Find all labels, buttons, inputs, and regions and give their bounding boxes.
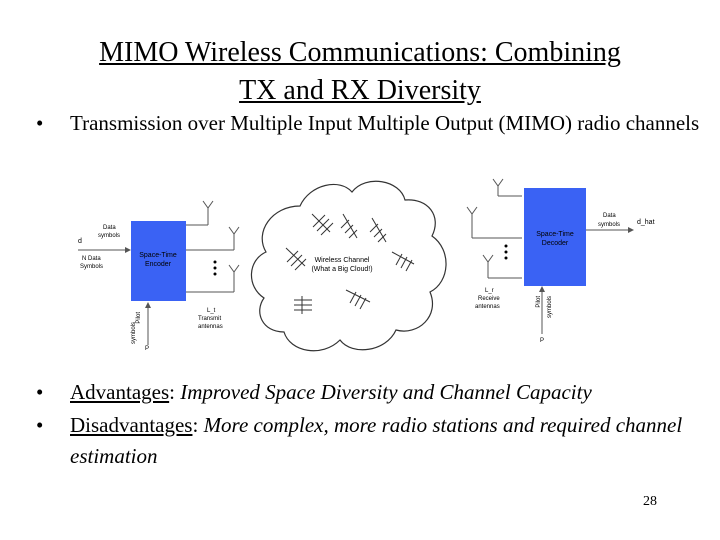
transmitter [78, 201, 239, 352]
output-desc-1: Data [603, 213, 616, 219]
colon: : [192, 413, 199, 437]
rx-pilot-label-1: Pilot [536, 296, 542, 308]
bullet-dot: • [36, 380, 44, 404]
page-number: 28 [643, 494, 657, 509]
rx-antenna-label-1: L_r [485, 288, 494, 294]
bullet-text: Transmission over Multiple Input Multiple Output (MIMO) radio channels [70, 111, 700, 135]
tx-antenna-label-3: antennas [198, 324, 223, 330]
rx-pilot-label-2: symbols [547, 296, 553, 319]
decoder-label-2: Decoder [541, 240, 569, 247]
tx-pilot-label-1: Pilot [136, 312, 142, 324]
tx-antenna-label-2: Transmit [198, 316, 222, 322]
output-d-hat-label: d_hat [637, 219, 655, 226]
bullet-text [70, 377, 710, 408]
rx-antenna-label-3: antennas [475, 304, 500, 310]
input-d-label: d [78, 238, 82, 245]
output-desc-2: symbols [598, 222, 621, 228]
channel-label-2: (What a Big Cloud!) [311, 266, 373, 273]
rx-pilot-sym: P [540, 338, 545, 344]
advantages-label: Advantages [70, 380, 170, 404]
title-line-1: MIMO Wireless Communications: Combining [99, 37, 621, 68]
encoder-label-2: Encoder [144, 261, 172, 268]
tx-antenna-label-1: L_t [207, 308, 216, 314]
bullet-text [70, 410, 710, 472]
rx-antenna-label-2: Receive [478, 296, 500, 302]
n-data-label-2: Symbols [80, 264, 104, 270]
n-data-label-1: N Data [82, 256, 101, 262]
encoder-label-1: Space-Time [139, 252, 177, 259]
colon: : [169, 380, 175, 404]
disadvantages-label: Disadvantages [70, 413, 193, 437]
bullet-dot: • [36, 111, 44, 135]
tx-pilot-sym: P [145, 346, 150, 352]
advantages-text: Improved Space Diversity and Channel Capacity [180, 380, 592, 404]
tx-pilot-label-2: symbols [131, 322, 137, 345]
decoder-label-1: Space-Time [536, 231, 574, 238]
disadvantages-text: More complex, more radio stations and required channel estimation [70, 413, 683, 468]
input-desc-2: symbols [98, 233, 121, 239]
tx-ellipsis-icon [214, 261, 217, 276]
input-desc-1: Data [103, 225, 116, 231]
channel-label-1: Wireless Channel [314, 257, 370, 264]
wireless-channel-cloud [251, 181, 446, 350]
rx-ellipsis-icon [505, 245, 508, 260]
bullet-dot: • [36, 413, 44, 437]
receiver [467, 179, 655, 344]
title-line-2: TX and RX Diversity [239, 75, 481, 106]
